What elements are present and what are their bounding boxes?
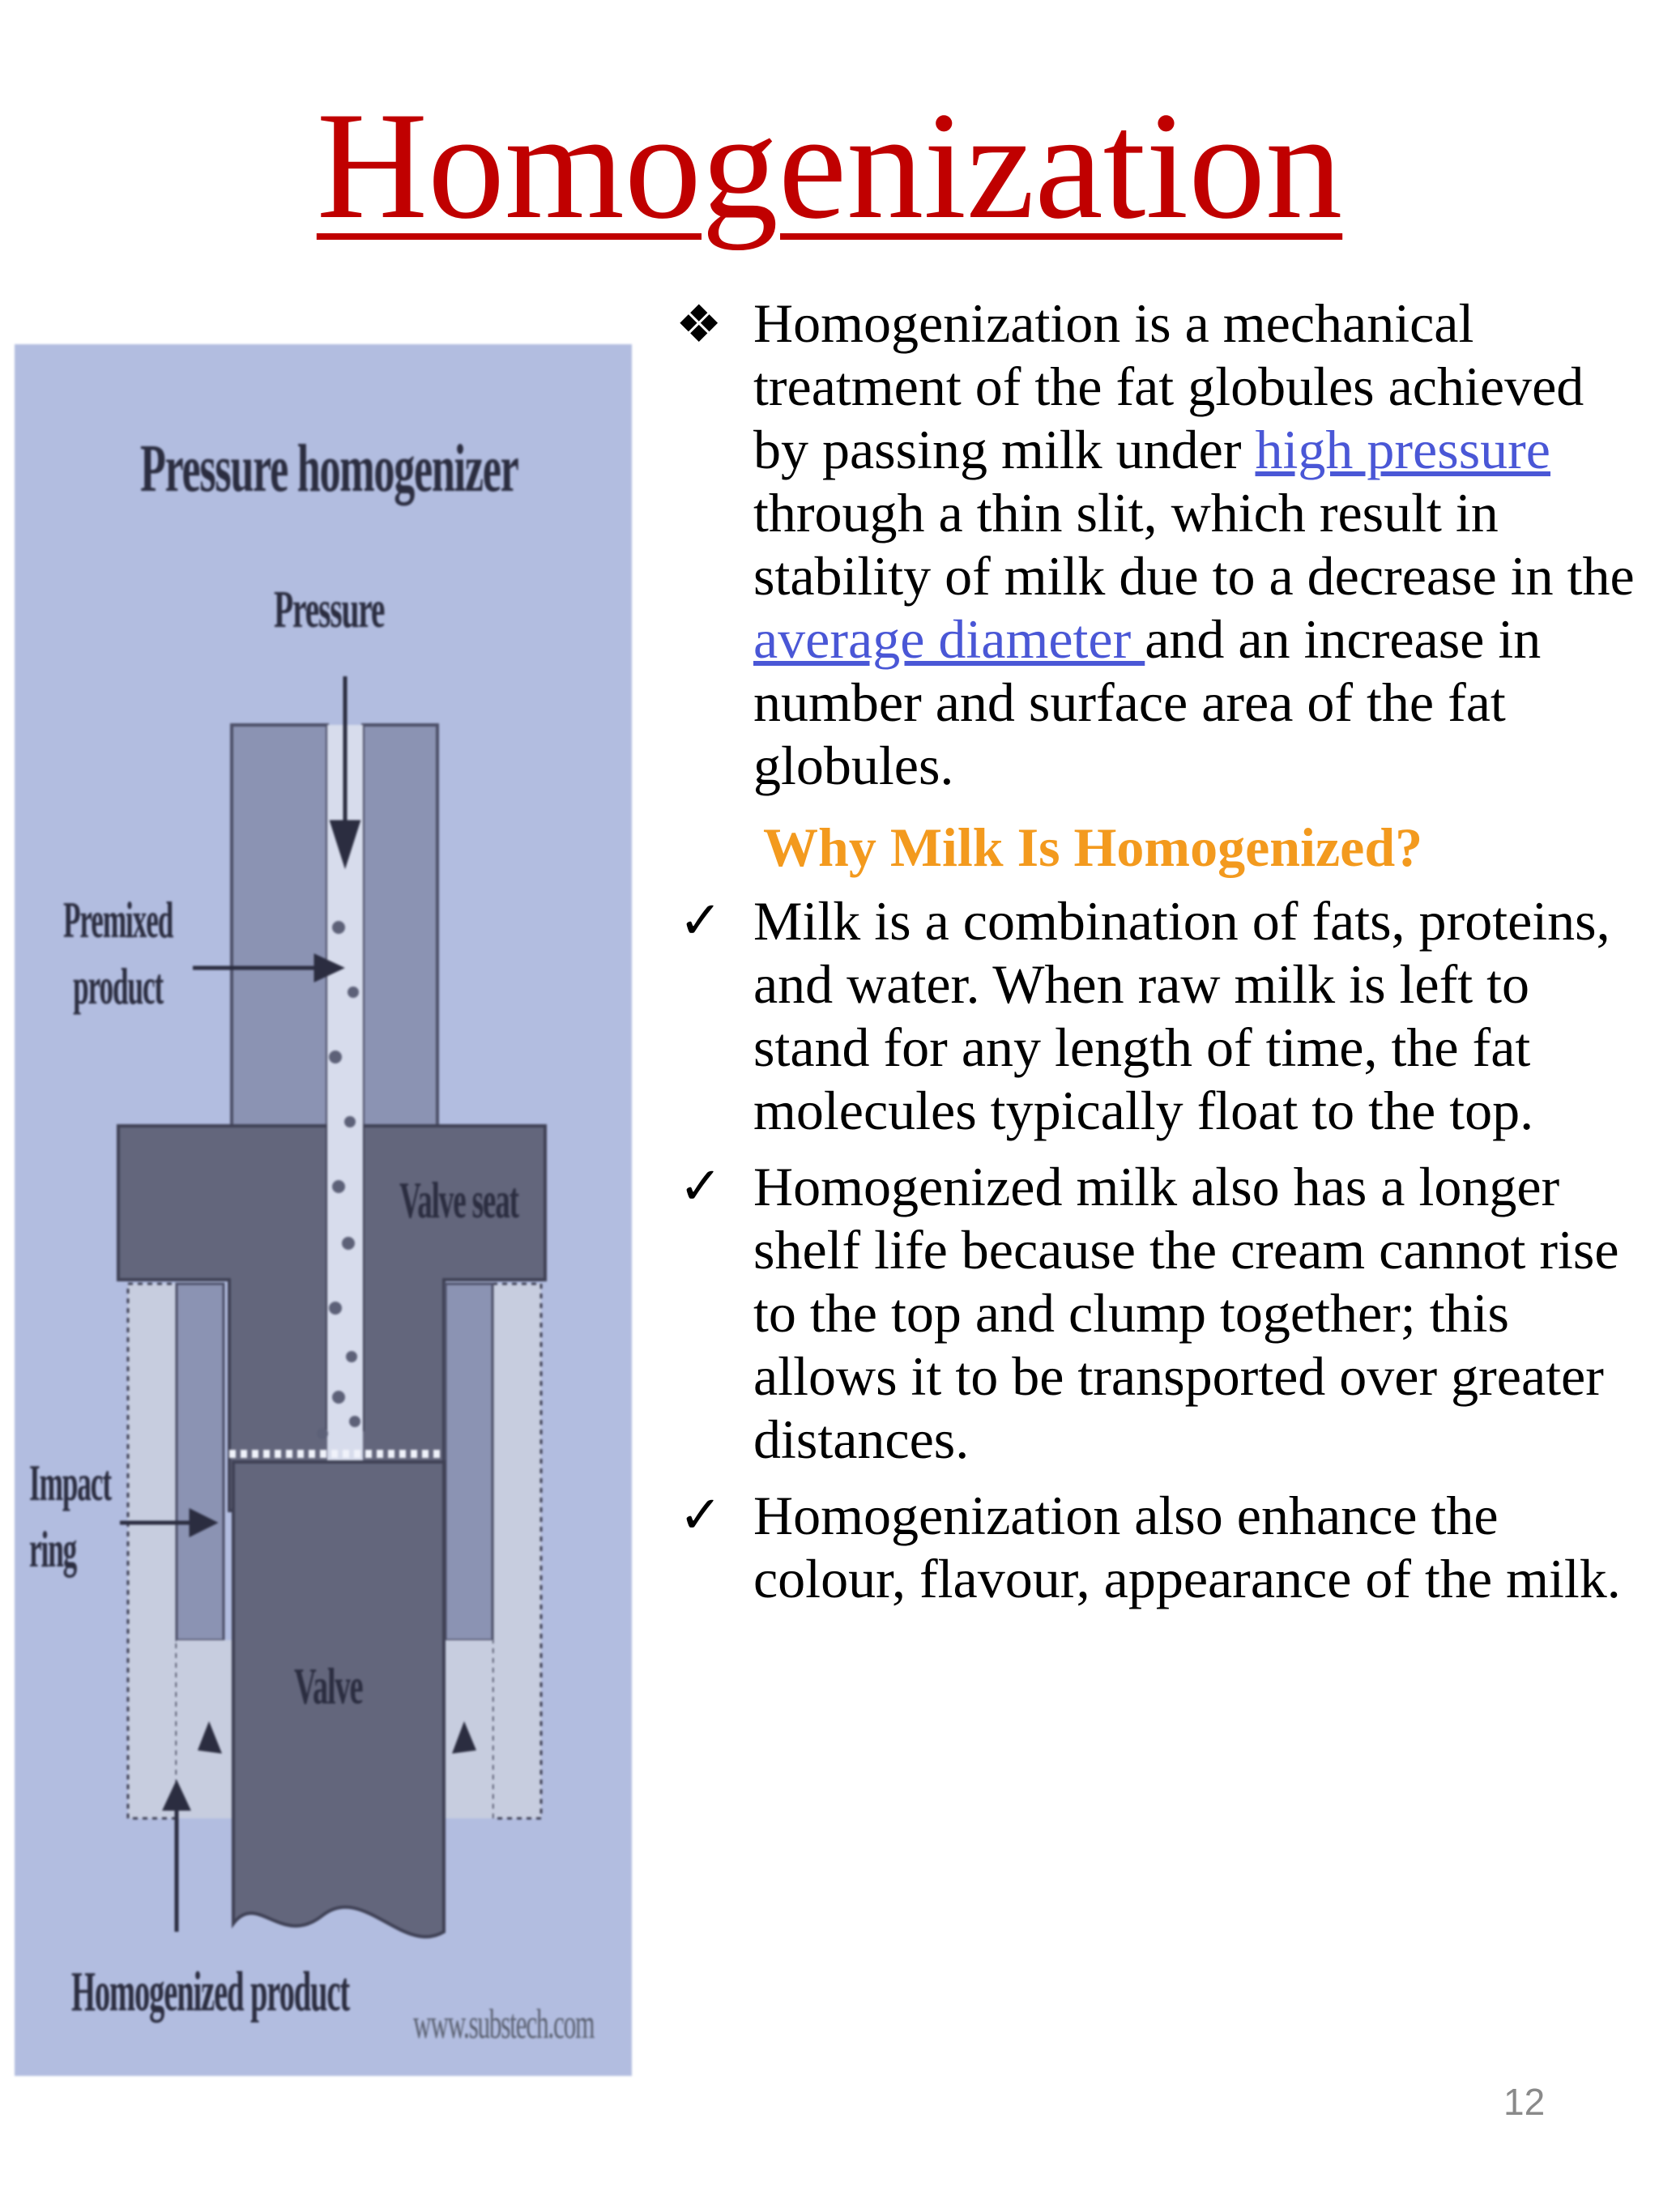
label-valve-seat: Valve seat (399, 1171, 518, 1229)
intro-text-2: through a thin slit, which result in stability of milk due to a decrease in the (753, 482, 1635, 607)
label-impact-line1: Impact (29, 1454, 111, 1511)
point-text: Homogenized milk also has a longer shelf life because the cream cannot rise to the top and clump together; this allows it to be transported over greater distances. (753, 1156, 1619, 1470)
label-premixed-line1: Premixed (63, 891, 173, 948)
label-premixed-product (63, 887, 173, 1020)
intro-paragraph (664, 292, 1636, 797)
label-impact-ring (29, 1450, 111, 1583)
list-item (664, 1155, 1636, 1471)
point-text: Homogenization also enhance the colour, flavour, appearance of the milk. (753, 1485, 1621, 1609)
label-valve: Valve (294, 1657, 363, 1715)
label-homogenized-product: Homogenized product (71, 1961, 350, 2023)
link-high-pressure[interactable]: high pressure (1255, 419, 1550, 480)
intro-text-3: and an increase in number and surface area of the fat globules. (753, 608, 1542, 796)
slide-title: Homogenization (316, 81, 1343, 251)
subheading-why-homogenized: Why Milk Is Homogenized? (763, 816, 1423, 878)
checkmark-icon: ✓ (679, 1486, 723, 1544)
homogenizer-diagram (15, 344, 632, 2076)
diagram-watermark: www.substech.com (413, 2001, 595, 2048)
checkmark-icon: ✓ (679, 892, 723, 949)
label-premixed-line2: product (73, 957, 164, 1015)
point-text: Milk is a combination of fats, proteins, and water. When raw milk is left to stand for any length of time, the fat molecules typically float to the top. (753, 890, 1610, 1141)
list-item (664, 1484, 1636, 1610)
label-pressure: Pressure (274, 580, 385, 639)
intro-text-1: Homogenization is a mechanical treatment of the fat globules achieved by passing milk under (753, 292, 1584, 480)
slide-body (664, 292, 1636, 1610)
diagram-title: Pressure homogenizer (140, 431, 518, 506)
label-impact-line2: ring (29, 1520, 77, 1578)
diamond-bullet-icon: ❖ (676, 296, 723, 353)
slide-number: 12 (1503, 2081, 1546, 2123)
list-item (664, 889, 1636, 1142)
checkmark-icon: ✓ (679, 1157, 723, 1215)
link-average-diameter[interactable]: average diameter (753, 608, 1145, 670)
